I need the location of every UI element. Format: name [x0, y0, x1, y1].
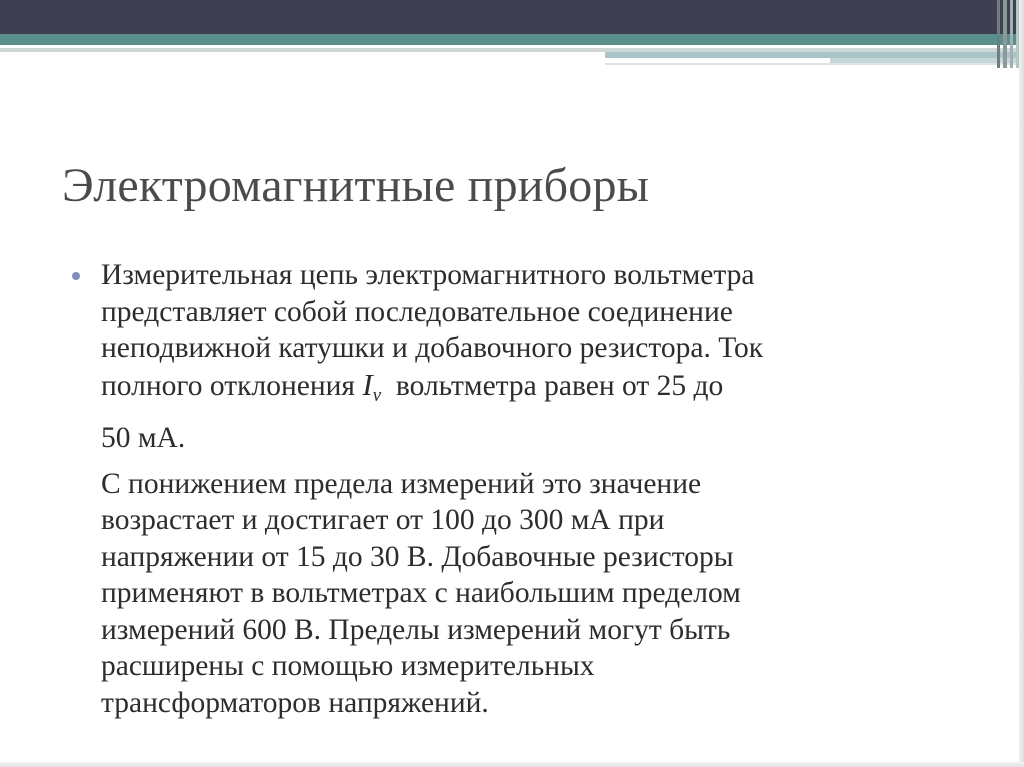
body-line: измерений 600 В. Пределы измерений могут быть: [101, 613, 731, 646]
header-dark-bar: [0, 0, 1024, 34]
body-line: неподвижной катушки и добавочного резистора. Ток: [101, 332, 764, 364]
body-text: вольтметра равен от 25 до: [395, 369, 724, 402]
body-line: представляет собой последовательное соединение: [101, 295, 733, 328]
slide-frame-shadow: [0, 762, 1024, 767]
current-symbol: [362, 366, 382, 406]
current-symbol-subscript: v: [372, 384, 382, 406]
body-text: полного отклонения: [101, 369, 355, 402]
body-line: Измерительная цепь электромагнитного вольтметра: [101, 259, 755, 291]
bullet-item: [72, 257, 972, 457]
body-line: [101, 367, 972, 415]
body-line: трансформаторов напряжений.: [101, 686, 489, 719]
body-line: применяют в вольтметрах с наибольшим пределом: [101, 577, 741, 609]
body-line: 50 мА.: [101, 422, 186, 454]
header-teal-bar: [0, 34, 1024, 45]
edge-stripe: [997, 0, 1000, 68]
slide-title: Электромагнитные приборы: [62, 159, 650, 212]
body-line: С понижением предела измерений это значение: [101, 467, 702, 500]
slide-body: [72, 257, 972, 721]
body-line: возрастает и достигает от 100 до 300 мА при: [101, 504, 665, 536]
body-line: напряжении от 15 до 30 В. Добавочные резисторы: [101, 540, 734, 573]
slide-frame-shadow: [1019, 0, 1024, 767]
header-accent-stripe: [605, 63, 1024, 65]
bullet-dot-icon: [72, 272, 80, 280]
body-line: расширены с помощью измерительных: [101, 650, 595, 682]
paragraph: [72, 466, 972, 722]
current-symbol-main: I: [362, 366, 373, 402]
edge-stripe: [1003, 0, 1007, 68]
edge-stripe: [1010, 0, 1013, 68]
